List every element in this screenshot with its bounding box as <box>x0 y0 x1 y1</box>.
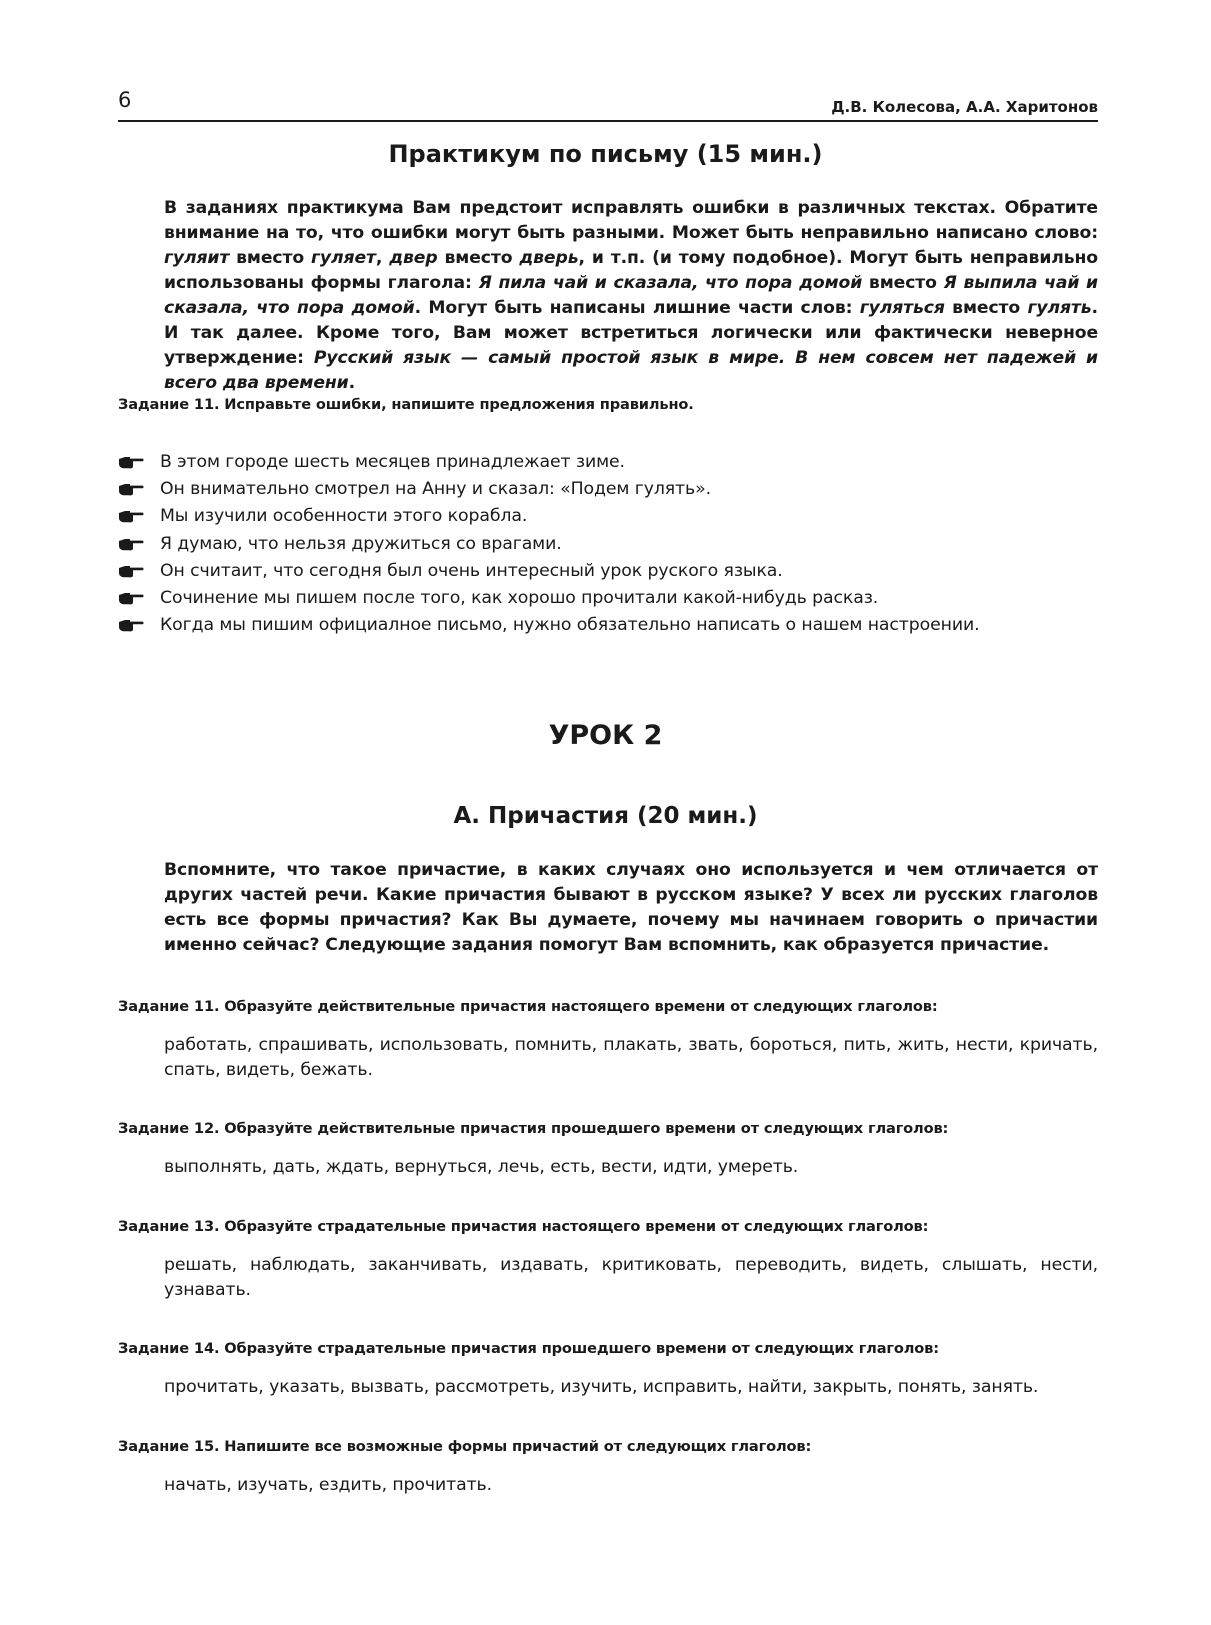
italic-example: гуляит <box>164 248 230 268</box>
page-number: 6 <box>118 88 132 112</box>
italic-example: Я пила чай и сказала, что пора домой <box>478 273 863 293</box>
intro-text: вместо <box>944 298 1028 318</box>
task-11-title: Задание 11. Образуйте действительные причастия настоящего времени от следующих глаголов: <box>118 998 938 1015</box>
page-header <box>118 86 1098 122</box>
italic-example: гуляет <box>311 248 376 268</box>
italic-example: гулять <box>1027 298 1092 318</box>
italic-example: гуляться <box>859 298 945 318</box>
task-15-words: начать, изучать, ездить, прочитать. <box>164 1475 493 1495</box>
sentence-text: Он внимательно смотрел на Анну и сказал: «Подем гулять». <box>160 479 711 500</box>
intro-text: вместо <box>437 248 520 268</box>
intro-text: . Могут быть написаны лишние части слов: <box>414 298 860 318</box>
pointing-hand-icon <box>118 618 144 632</box>
section-title-participles: А. Причастия (20 мин.) <box>453 803 758 829</box>
italic-example: дверь <box>519 248 579 268</box>
list-item <box>118 449 1098 476</box>
task-12-title: Задание 12. Образуйте действительные причастия прошедшего времени от следующих глаголов: <box>118 1120 949 1137</box>
task-14-title: Задание 14. Образуйте страдательные причастия прошедшего времени от следующих глаголов: <box>118 1340 939 1357</box>
intro-text: . <box>348 373 356 393</box>
sentence-text: Мы изучили особенности этого корабла. <box>160 506 528 527</box>
list-item <box>118 531 1098 558</box>
intro-text: В заданиях практикума Вам предстоит исправлять ошибки в различных текстах. Обратите внимание на то, что ошибки могут быть разными. Может быть неправильно написано слово: <box>164 198 1098 243</box>
task-12-words: выполнять, дать, ждать, вернуться, лечь, есть, вести, идти, умереть. <box>164 1157 799 1177</box>
pointing-hand-icon <box>118 591 144 605</box>
intro-text: вместо <box>862 273 944 293</box>
italic-example: двер <box>389 248 438 268</box>
task-13-title: Задание 13. Образуйте страдательные причастия настоящего времени от следующих глаголов: <box>118 1218 929 1235</box>
writing-practice-intro <box>164 196 1098 396</box>
list-item <box>118 503 1098 530</box>
participles-intro: Вспомните, что такое причастие, в каких случаях оно используется и чем отличается от других частей речи. Какие причастия бывают в русском языке? У всех ли русских глаголов есть все формы причастия? Как Вы думаете, почему мы начинаем говорить о причастии именно сейчас? Следующие задания помогут Вам вспомнить, как образуется причастие. <box>164 860 1098 955</box>
list-item <box>118 585 1098 612</box>
sentence-list <box>118 449 1098 639</box>
sentence-text: В этом городе шесть месяцев принадлежает зиме. <box>160 452 625 472</box>
intro-text: , <box>375 248 390 268</box>
intro-text: , и т.п. (и тому подобное). Могут быть неправильно использованы формы глагола: <box>164 248 1098 293</box>
list-item <box>118 558 1098 585</box>
authors: Д.В. Колесова, А.А. Харитонов <box>831 98 1098 116</box>
italic-example: Русский язык — самый простой язык в мире. В нем совсем нет падежей и всего два времени <box>164 348 1098 393</box>
section-title-writing-practice: Практикум по письму (15 мин.) <box>388 140 823 168</box>
task-14-words: прочитать, указать, вызвать, рассмотреть, изучить, исправить, найти, закрыть, понять, занять. <box>164 1377 1039 1397</box>
list-item <box>118 476 1098 503</box>
intro-text: вместо <box>229 248 312 268</box>
sentence-text: Я думаю, что нельзя дружиться со врагами. <box>160 533 562 554</box>
pointing-hand-icon <box>118 482 144 496</box>
pointing-hand-icon <box>118 564 144 578</box>
task-13-words: решать, наблюдать, заканчивать, издавать, критиковать, переводить, видеть, слышать, нести, узнавать. <box>164 1255 1098 1300</box>
pointing-hand-icon <box>118 509 144 523</box>
sentence-text: Он считаит, что сегодня был очень интересный урок руского языка. <box>160 560 783 581</box>
lesson-title: УРОК 2 <box>548 720 663 751</box>
italic-example: Я выпила чай и сказала, что пора домой <box>164 273 1098 318</box>
task-11-title-corrections: Задание 11. Исправьте ошибки, напишите предложения правильно. <box>118 396 694 413</box>
pointing-hand-icon <box>118 455 144 469</box>
sentence-text: Сочинение мы пишем после того, как хорошо прочитали какой-нибудь расказ. <box>160 587 879 608</box>
sentence-text: Когда мы пишим официалное письмо, нужно обязательно написать о нашем настроении. <box>160 615 980 636</box>
task-15-title: Задание 15. Напишите все возможные формы причастий от следующих глаголов: <box>118 1438 812 1455</box>
task-11-words: работать, спрашивать, использовать, помнить, плакать, звать, бороться, пить, жить, нести, кричать, спать, видеть, бежать. <box>164 1035 1098 1080</box>
list-item <box>118 612 1098 639</box>
intro-text: . И так далее. Кроме того, Вам может встретиться логически или фактически неверное утверждение: <box>164 298 1098 368</box>
pointing-hand-icon <box>118 537 144 551</box>
